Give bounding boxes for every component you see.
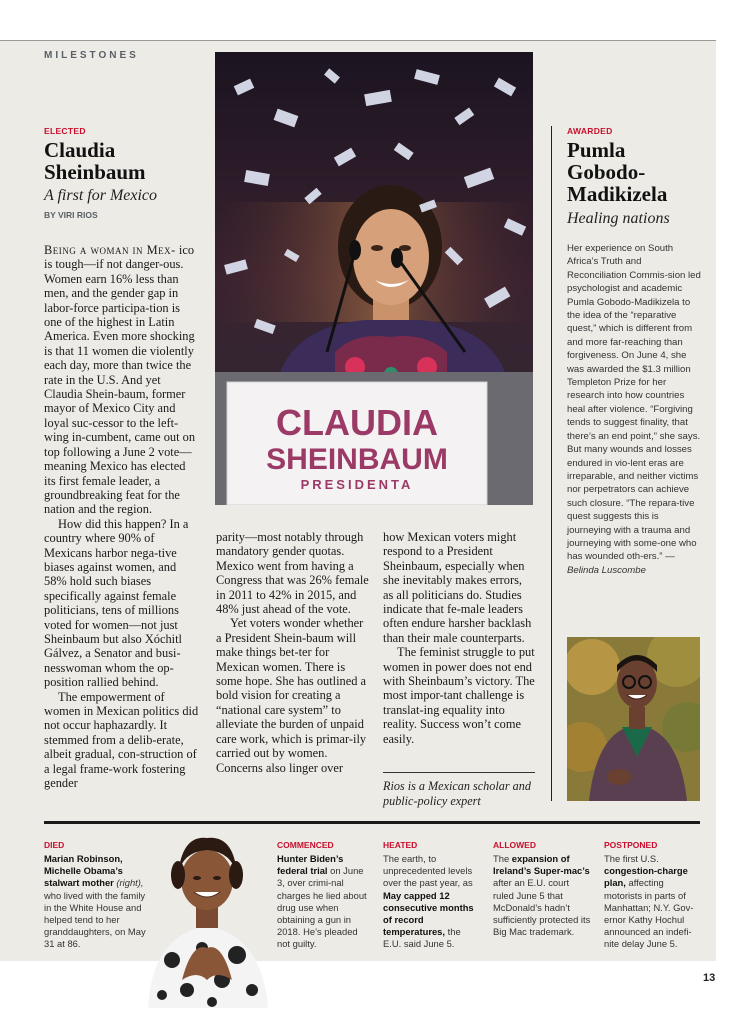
article-column-3 bbox=[383, 530, 535, 746]
column-divider bbox=[551, 126, 552, 801]
sidebar-paragraph: Her experience on South Africa’s Truth and Reconciliation Commis-sion led psychologist and academic Pumla Gobodo-Madikizela to the idea of the “reparative quest,” which is different from and more far-reaching than forgiveness. On June 4, she was awarded the $1.3 million Templeton Prize for her research into how countries heal after violence. “Forgiving tends to suggest finality, that there’s an end point,” she says. But many wounds and losses endured in vio-lent eras are irreparable, and neither victims nor perpetrators can achieve such closure. “The repara-tive quest suggests this is journeying with a trauma and journeying with some-one who has wounded oth-ers.” bbox=[567, 243, 701, 563]
brief-text: The expansion of Ireland’s Super-mac’s after an E.U. court ruled June 5 that McDonald’s hadn’t sufficiently protected its Big Mac trademark. bbox=[493, 853, 591, 938]
briefs-divider bbox=[44, 821, 700, 824]
brief-text: Hunter Biden’s federal trial on June 3, over crimi-nal charges he lied about drug use when obtaining a gun in 2018. He’s pleaded not guilty. bbox=[277, 853, 367, 950]
brief-kicker: COMMENCED bbox=[277, 840, 334, 850]
main-headline-line2: Sheinbaum bbox=[44, 160, 146, 184]
brief-kicker: ALLOWED bbox=[493, 840, 536, 850]
gobodo-madikizela-photo bbox=[567, 637, 700, 801]
gobodo-madikizela-photo-illustration bbox=[567, 637, 700, 801]
article-paragraph: parity—most notably through mandatory gender quotas. Mexico went from having a Congress that was 26% female in 2011 to 42% in 2015, and 48% just ahead of the vote. bbox=[216, 530, 369, 617]
sidebar-headline bbox=[567, 139, 667, 205]
page-number: 13 bbox=[703, 972, 716, 984]
brief-postponed bbox=[604, 840, 704, 951]
sidebar-text bbox=[567, 242, 703, 577]
article-paragraph: how Mexican voters might respond to a President Sheinbaum, especially when she inevitably makes errors, as all politicians do. Studies indicate that fe-male leaders often endure harsher backlash than their male counterparts. bbox=[383, 530, 532, 645]
brief-text: The earth, to unprecedented levels over the past year, as May capped 12 consecutive months of record temperatures, the E.U. said June 5. bbox=[383, 853, 474, 950]
main-kicker: ELECTED bbox=[44, 126, 86, 136]
main-headline-line1: Claudia bbox=[44, 138, 116, 162]
marian-robinson-photo-illustration bbox=[142, 830, 272, 1008]
article-paragraph: The feminist struggle to put women in power does not end with Sheinbaum’s victory. The most impor-tant challenge is translat-ing equality into reality. Success won’t come easily. bbox=[383, 645, 535, 746]
podium-line2: SHEINBAUM bbox=[266, 443, 448, 476]
byline: BY VIRI RIOS bbox=[44, 210, 98, 220]
brief-kicker: DIED bbox=[44, 840, 65, 850]
sidebar-signature: —Belinda Luscombe bbox=[567, 551, 675, 576]
brief-died bbox=[44, 840, 152, 951]
article-paragraph: Yet voters wonder whether a President Shein-baum will make things bet-ter for Mexican women. There is some hope. She has outlined a bold vision for creating a “national care system” to alleviate the burden of unpaid care work, which is primar-ily carried out by women. Concerns also linger over bbox=[216, 616, 367, 775]
sidebar-headline-line3: Madikizela bbox=[567, 182, 668, 206]
podium-line3: PRESIDENTA bbox=[300, 477, 414, 492]
lead-in: Being a woman in Mex- bbox=[44, 243, 176, 257]
marian-robinson-photo bbox=[142, 830, 272, 1008]
main-headline bbox=[44, 139, 146, 183]
podium-line1: CLAUDIA bbox=[276, 402, 438, 443]
article-paragraph: The empowerment of women in Mexican politics did not occur haphazardly. It stemmed from a delib-erate, albeit gradual, con-struction of a legal frame-work fostering gender bbox=[44, 689, 199, 791]
section-label: MILESTONES bbox=[44, 50, 139, 61]
brief-kicker: POSTPONED bbox=[604, 840, 658, 850]
sidebar-headline-line1: Pumla bbox=[567, 138, 626, 162]
main-dek: A first for Mexico bbox=[44, 187, 158, 204]
brief-allowed bbox=[493, 840, 591, 938]
brief-commenced bbox=[277, 840, 372, 951]
article-column-1 bbox=[44, 243, 200, 790]
author-note: Rios is a Mexican scholar and public-policy expert bbox=[383, 772, 535, 809]
brief-text: Marian Robinson, Michelle Obama’s stalwart mother (right), who lived with the family in the White House and helped tend to her granddaughters, on May 31 at 86. bbox=[44, 853, 146, 950]
sidebar-kicker: AWARDED bbox=[567, 126, 613, 136]
article-paragraph: Being a woman in Mex- ico is tough—if not danger-ous. Women earn 16% less than men, and the gender gap in labor-force participa-tion is one of the highest in Latin America. Even more shocking is that 11 women die violently each day, more than twice the rate in the U.S. And yet Claudia Shein-baum, former mayor of Mexico City and loyal suc-cessor to the left-wing in-cumbent, came out on top following a June 2 vote—meaning Mexico has elected its first female leader, a groundbreaking feat for the nation and the region. bbox=[44, 243, 196, 517]
sheinbaum-photo bbox=[215, 52, 533, 505]
brief-heated bbox=[383, 840, 479, 951]
sidebar-headline-line2: Gobodo- bbox=[567, 160, 646, 184]
article-paragraph: How did this happen? In a country where 90% of Mexicans harbor nega-tive biases against women, and 58% hold such biases specifically against female politicians, tens of millions voted for women—not just Sheinbaum but also Xóchitl Gálvez, a Senator and busi-nesswoman whom the op-position rallied behind. bbox=[44, 516, 189, 690]
brief-kicker: HEATED bbox=[383, 840, 418, 850]
sidebar-dek: Healing nations bbox=[567, 210, 670, 227]
sheinbaum-photo-illustration bbox=[215, 52, 533, 505]
brief-text: The first U.S. congestion-charge plan, affecting motorists in parts of Manhattan; N.Y. Gov-ernor Kathy Hochul announced an indefi-nite delay June 5. bbox=[604, 853, 694, 950]
article-column-2 bbox=[216, 530, 370, 775]
